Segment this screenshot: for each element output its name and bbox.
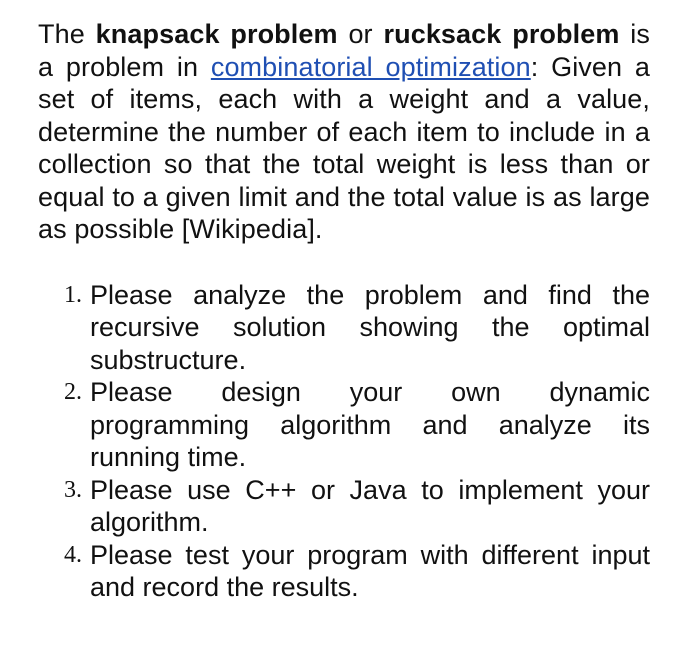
- item-number: 2.: [64, 379, 82, 405]
- item-text: Please analyze the problem and find the recursive solution showing the optimal substructure.: [90, 279, 650, 375]
- document-page: [38, 18, 650, 604]
- intro-prefix: The: [38, 19, 96, 49]
- list-item: [38, 376, 650, 474]
- list-item: [38, 279, 650, 377]
- intro-middle: is a problem in: [38, 19, 650, 82]
- item-text: Please test your program with different input and record the results.: [90, 539, 650, 602]
- intro-suffix: : Given a set of items, each with a weight and a value, determine the number of each item to include in a collection so that the total weight is less than or equal to a given limit and the total value is as large as possible [Wikipedia].: [38, 51, 651, 244]
- task-list: [38, 279, 650, 604]
- list-item: [38, 474, 650, 539]
- item-number: 1.: [64, 281, 82, 308]
- term-knapsack-problem: knapsack problem: [95, 19, 338, 49]
- intro-or: or: [337, 19, 384, 49]
- item-text: Please use C++ or Java to implement your algorithm.: [90, 474, 650, 537]
- item-number: 4.: [64, 541, 82, 568]
- item-number: 3.: [64, 476, 82, 503]
- list-item: [38, 539, 650, 604]
- term-rucksack-problem: rucksack problem: [383, 19, 620, 49]
- intro-paragraph: [38, 18, 650, 246]
- item-text: Please design your own dynamic programming algorithm and analyze its running time.: [90, 377, 650, 472]
- combinatorial-optimization-link[interactable]: combinatorial optimization: [210, 51, 531, 82]
